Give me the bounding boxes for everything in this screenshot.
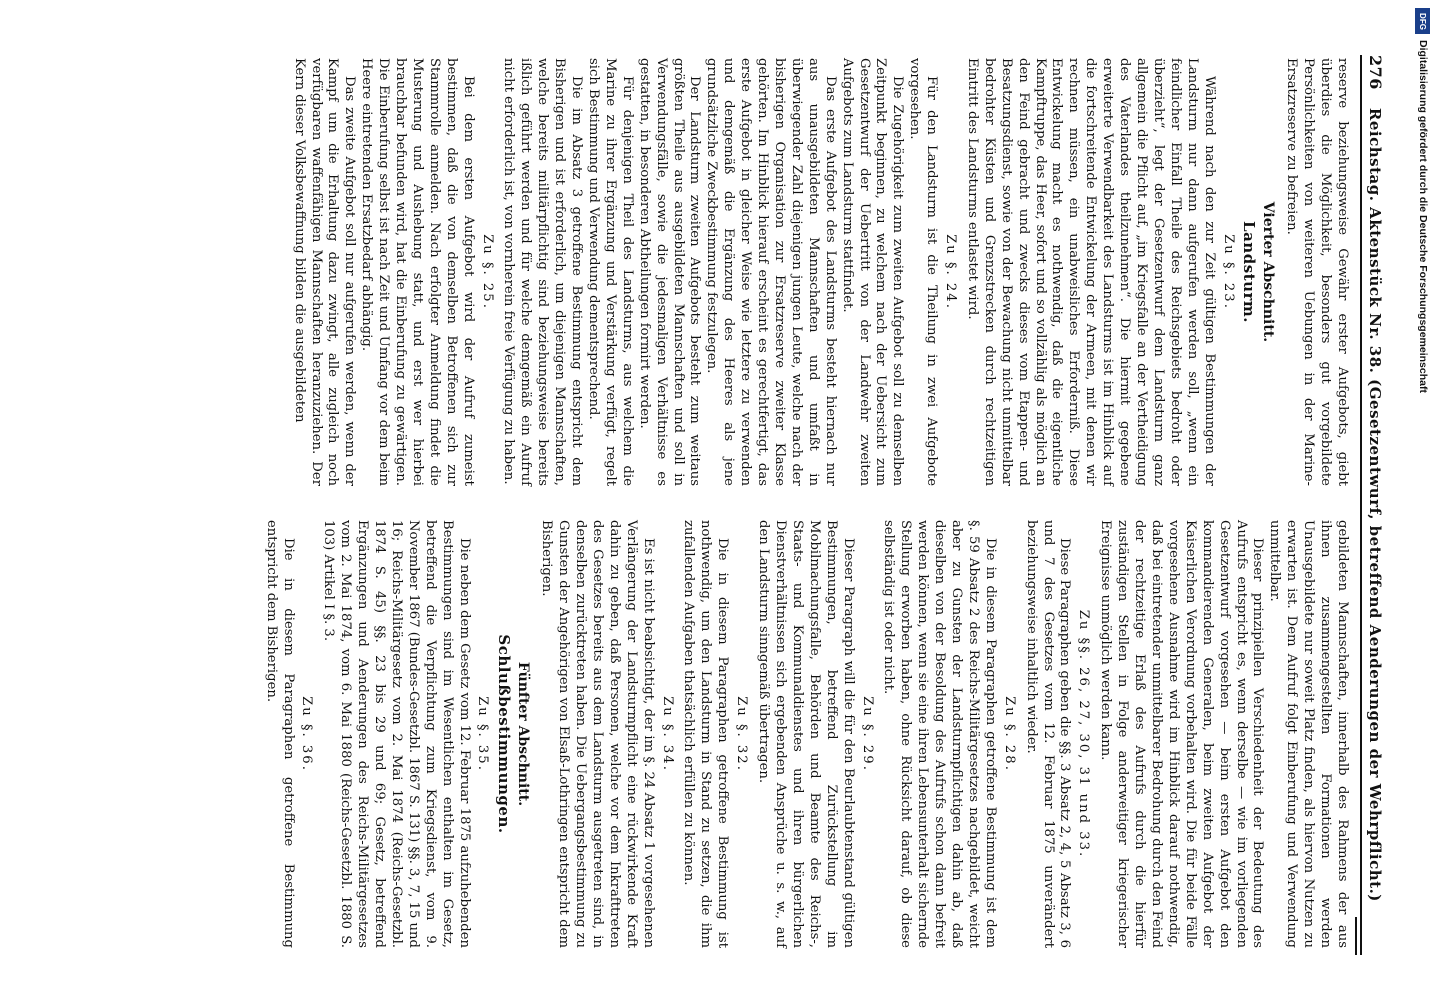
paragraph: Die neben dem Gesetz vom 12. Februar 1875 aufzuhebenden Bestimmungen sind im Wesentlichen enthalten im Gesetz, betreffend die Verpflichtung zum Kriegsdienst, vom 9. November 1867 (Bundes-Gesetzbl. 1867 S. 131) §§. 3, 7, 15 und 16; Reichs-Militärgesetz vom 2. Mai 1874 (Reichs-Gesetzbl. 1874 S. 45) §§. 23 bis 29 und 69; Gesetz, betreffend Ergänzungen und Aenderungen des Reichs-Militärgesetzes vom 2. Mai 1874, vom 6. Mai 1880 (Reichs-Gesetzbl. 1880 S. 103) Artikel I §. 3. [321, 520, 472, 948]
paragraph: Das erste Aufgebot des Landsturms besteht hiernach nur aus unausgebildeten Mannschaften und umfaßt in überwiegender Zahl diejenigen jungen Leute, welche nach der bisherigen Organisation zur Ersatzreserve zweiter Klasse gehörten. Im Hinblick hierauf erscheint es gerechtfertigt, das erste Aufgebot in gleicher Weise wie letztere zu verwenden und demgemäß die Ergänzung des Heeres als jene grundsätzliche Zweckbestimmung festzulegen. [704, 58, 838, 486]
paragraph: Es ist nicht beabsichtigt, der im §. 24 Absatz 1 vorgesehenen Verlängerung der Landsturmpflicht eine rückwirkende Kraft dahin zu geben, daß Personen, welche vor dem Inkrafttreten des Gesetzes bereits aus dem Landsturm ausgetreten sind, in denselben zurücktreten haben. Die Uebergangsbestimmung zu Gunsten der Angehörigen von Elsaß-Lothringen entspricht dem Bisherigen. [539, 520, 656, 948]
paragraph: Bei dem ersten Aufgebot wird der Aufruf zumeist bestimmen, daß die von demselben Betroffenen sich zur Stammrolle anmelden. Nach erfolgter Anmeldung findet die Musterung und Aushebung statt, und erst wer hierbei brauchbar befunden wird, hat die Einberufung zu gewärtigen. Die Einberufung selbst ist nach Zeit und Umfang vor dem beim Heere eintretenden Ersatzbedarf abhängig. [359, 58, 476, 486]
paragraph: Für den Landsturm ist die Theilung in zwei Aufgebote vorgesehen. [907, 58, 940, 486]
page-header [1360, 55, 1410, 955]
section-title: Schlußbestimmungen. [495, 634, 514, 834]
header-rule [1355, 917, 1357, 955]
paragraph-heading: Zu §. 35. [475, 696, 491, 772]
digitization-sidebar [1413, 0, 1432, 1000]
paragraph-heading: Zu §. 29. [859, 696, 875, 772]
paragraph-heading: Zu §. 34. [659, 696, 675, 772]
paragraph: Dieser Paragraph will die für den Beurlaubtenstand gültigen Bestimmungen, betreffend Zurückstellung im Mobilmachungsfalle, Behörden und Beamte des Reichs-, Staats- und Kommunaldienstes und ihren bürgerlichen Dienstverhältnissen sich ergebenden Ansprüche u. s. w., auf den Landsturm sinngemäß übertragen. [756, 520, 856, 948]
paragraph-heading: Zu §. 32. [734, 696, 750, 772]
paragraph: Die Zugehörigkeit zum zweiten Aufgebot soll zu demselben Zeitpunkt beginnen, zu welchem nach der Uebersicht zum Gesetzentwurf der Uebertritt von der Landwehr zweiten Aufgebots zum Landsturm stattfindet. [839, 58, 906, 486]
paragraph: Die in diesem Paragraphen getroffene Bestimmung entspricht dem Bisherigen. [263, 520, 296, 948]
paragraph: Das zweite Aufgebot soll nur aufgerufen werden, wenn der Kampf um die Erhaltung dazu zwingt, alle zugleich noch verfügbaren waffenfähigen Mannschaften heranzuziehen. Der Kern dieser Volksbewaffnung bilden die ausgebildeten [291, 58, 358, 486]
paragraph: Die in diesem Paragraphen getroffene Bestimmung ist dem §. 59 Absatz 2 des Reichs-Militärgesetzes nachgebildet, weicht aber zu Gunsten der Landsturmpflichtigen dahin ab, daß dieselben von der Besoldung des Aufrufs schon dann befreit werden können, wenn sie eine ihren Lebensunterhalt sichernde Stellung erworben haben, ohne Rücksicht darauf, ob diese selbständig ist oder nicht. [881, 520, 998, 948]
paragraph: Für denjenigen Theil des Landsturms, aus welchem die Marine zu ihrer Ergänzung und Verstärkung verfügt, regelt sich Bestimmung und Verwendung dementsprechend. [586, 58, 635, 486]
paragraph: Die in diesem Paragraphen getroffene Bestimmung ist nothwendig, um den Landsturm in Stand zu setzen, die ihm zufallenden Aufgaben thatsächlich erfüllen zu können. [681, 520, 731, 948]
paragraph-heading: Zu §. 24. [943, 234, 959, 310]
paragraph-heading: Zu §. 36. [299, 696, 315, 772]
paragraph: Die im Absatz 3 getroffene Bestimmung entspricht dem Bisherigen und ist erforderlich, um diejenigen Mannschaften, welche bereits militärpflichtig sind beziehungsweise bereits ißlich geführt werden und für welche demgemäß ein Aufruf nicht erforderlich ist, von vornherein freie Verfügung zu haben. [501, 58, 585, 486]
digitization-credit: Digitalisierung gefördert durch die Deutsche Forschungsgemeinschaft [1417, 40, 1429, 393]
page-number: 276 [1366, 55, 1385, 90]
paragraph: reserve beziehungsweise Gewähr erster Aufgebots, giebt überdies die Möglichkeit, besonders gut vorgebildete Persönlichkeiten von weiteren Uebungen in der Marine-Ersatzreserve zu befreien. [1284, 58, 1350, 486]
paragraph: Dieser prinzipiellen Verschiedenheit der Bedeutung des Aufrufs entspricht es, wenn derselbe — wie im vorliegenden Gesetzentwurf vorgesehen — beim ersten Aufgebot den kommandierenden Generalen, beim zweiten Aufgebot der Kaiserlichen Verordnung vorbehalten wird. Die für beide Fälle vorgesehene Ausnahme wird im Hinblick darauf nothwendig, daß bei eintretender unmittelbarer Bedrohung durch den Feind der rechtzeitige Erlaß des Aufrufs durch die hierfür zuständigen Stellen in Folge anderweitiger kriegerischer Ereignisse unmöglich werden kann. [1098, 520, 1266, 948]
right-column [262, 520, 1350, 948]
paragraph: Während nach den zur Zeit gültigen Bestimmungen der Landsturm nur dann aufgerufen werden soll, „wenn ein feindlicher Einfall Theile des Reichsgebiets bedroht oder überzieht“, legt der Gesetzentwurf dem Landsturm ganz allgemein die Pflicht auf, „im Kriegsfalle an der Vertheidigung des Vaterlandes theilzunehmen“. Die hiermit gegebene erweiterte Verwendbarkeit des Landsturms ist im Hinblick auf die fortschreitende Entwickelung der Armeen, mit denen wir rechnen müssen, ein unabweisliches Erforderniß. Diese Entwickelung macht es nothwendig, daß die eigentliche Kampftruppe, das Heer, sofort und so vollzählig als möglich an den Feind gebracht und zwecks dieses vom Etappen- und Besatzungsdienst, sowie von der Bewachung nicht unmittelbar bedrohter Küsten und Grenzstrecken durch rechtzeitigen Eintritt des Landsturms entlastet wird. [964, 58, 1217, 486]
header-title: Reichstag. Aktenstück Nr. 38. (Gesetzentwurf, betreffend Aenderungen der Wehrpflicht.) [1366, 107, 1384, 902]
paragraph-heading: Zu §. 25. [479, 234, 495, 310]
paragraph-heading: Zu §. 23. [1220, 234, 1236, 310]
paragraph: Diese Paragraphen geben die §§. 3 Absatz 2, 4, 5 Absatz 3, 6 und 7 des Gesetzes vom 12. Februar 1875 unverändert beziehungsweise inhaltlich wieder. [1023, 520, 1073, 948]
left-column [290, 58, 1350, 486]
paragraph: Der Landsturm zweiten Aufgebots besteht zum weitaus größten Theile aus ausgebildeten Mannschaften und soll in Verwendungsfälle, sowie die jedesmaligen Verhältnisse es gestatten, in besonderen Abtheilungen formirt werden. [636, 58, 703, 486]
section-heading: Vierter Abschnitt. [1260, 201, 1277, 343]
dfg-logo: DFG [1415, 8, 1430, 34]
paragraph-heading: Zu §§. 26, 27, 30, 31 und 33. [1076, 609, 1092, 859]
section-title: Landsturm. [1240, 221, 1259, 323]
paragraph-heading: Zu §. 28. [1001, 696, 1017, 772]
paragraph: gebildeten Mannschaften, innerhalb des Rahmens der aus ihnen zusammengestellten Formationen werden Unausgebildete nur soweit Platz finden, als hiervon Nutzen zu erwarten ist. Dem Aufruf folgt Einberufung und Verwendung unmittelbar. [1267, 520, 1350, 948]
section-heading: Fünfter Abschnitt. [515, 661, 532, 807]
